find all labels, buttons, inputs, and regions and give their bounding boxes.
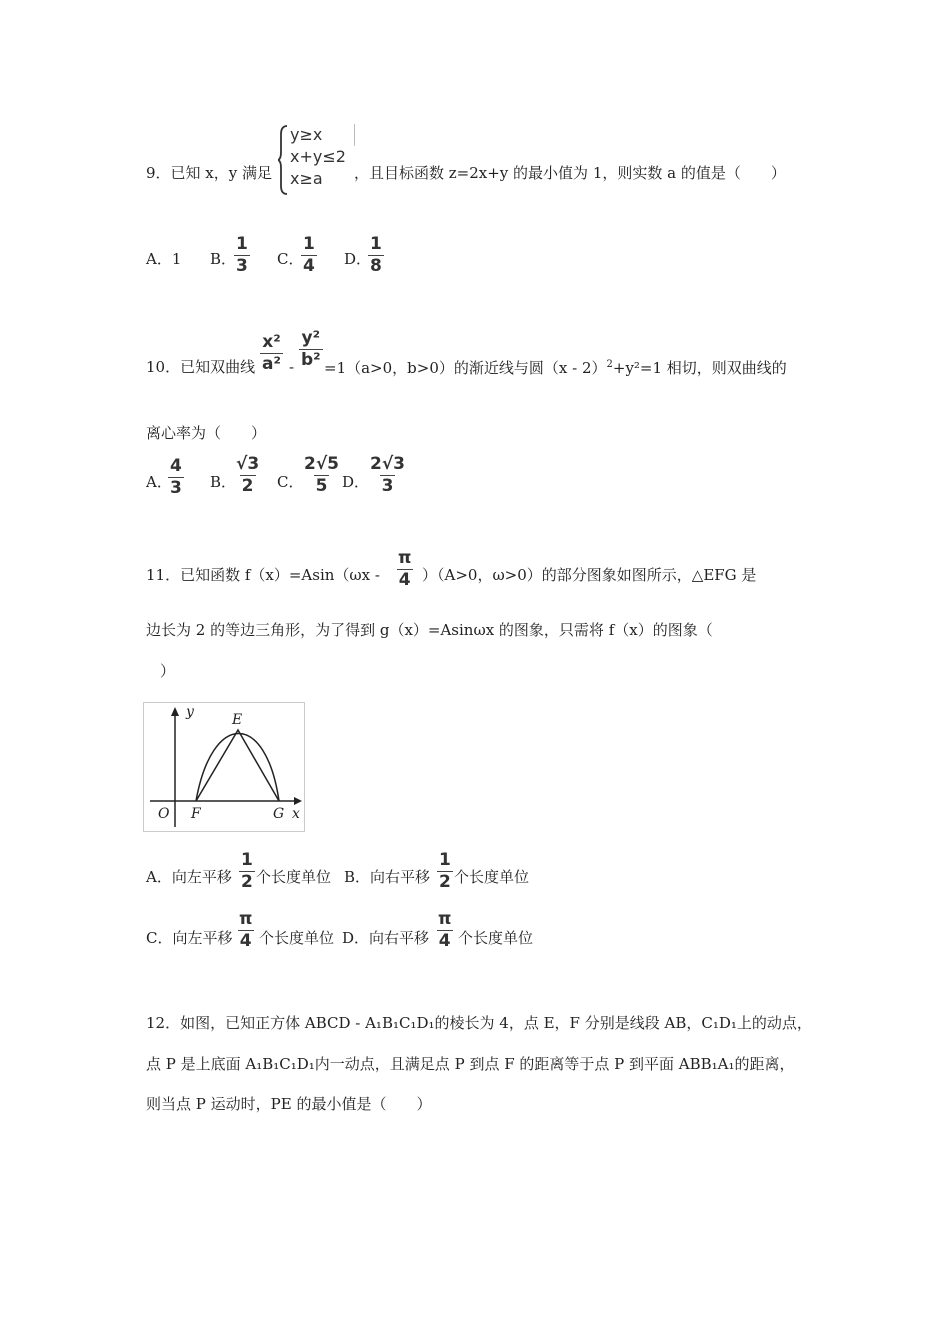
q9-option-c-fraction: $\frac{1}{4}$	[303, 234, 315, 276]
q12-line1: 12．如图，已知正方体 ABCD - A₁B₁C₁D₁的棱长为 4，点 E，F 分别是线段 AB，C₁D₁上的动点，	[146, 1014, 812, 1032]
q12-line2: 点 P 是上底面 A₁B₁C₁D₁内一动点，且满足点 P 到点 F 的距离等于点 P 到平面 ABB₁A₁的距离，	[146, 1055, 795, 1073]
q10-option-d-label: D．	[342, 473, 370, 491]
origin-label: O	[158, 806, 170, 822]
q11-prefix: 11．已知函数 f（x）=Asin（ωx -	[146, 566, 380, 584]
q11-option-b-tail: 个长度单位	[454, 868, 530, 886]
sine-curve	[196, 734, 279, 802]
q9-option-d-fraction: $\frac{1}{8}$	[370, 234, 382, 276]
q11-line3: ）	[160, 662, 176, 680]
x-axis-label: x	[292, 806, 300, 822]
q10-option-c-label: C．	[277, 473, 304, 491]
q10-option-c-fraction: $\frac{2√5}{5}$	[304, 454, 339, 496]
q9-constraint-2: x+y≤2	[290, 147, 346, 166]
q9-option-b-label: B．	[210, 250, 237, 268]
q10-prefix: 10．已知双曲线	[146, 358, 256, 376]
q11-option-a-label: A．向左平移	[146, 868, 232, 886]
q10-fraction-x: $\frac{\text{x²}}{\text{a²}}$	[262, 332, 281, 374]
point-e-label: E	[232, 712, 243, 728]
q10-minus: -	[289, 358, 295, 376]
q9-constraint-system	[278, 124, 355, 188]
q11-option-b-label: B．向右平移	[344, 868, 431, 886]
y-axis-arrow-icon	[171, 707, 179, 716]
q9-constraint-1: y≥x	[290, 125, 323, 144]
x-axis-arrow-icon	[294, 797, 302, 805]
q10-option-d-fraction: $\frac{2√3}{3}$	[370, 454, 405, 496]
q11-option-b-fraction: $\frac{1}{2}$	[439, 850, 451, 892]
q12-line3: 则当点 P 运动时，PE 的最小值是（ ）	[146, 1095, 432, 1113]
q10-line2: 离心率为（ ）	[146, 424, 267, 442]
q11-option-c-label: C．向左平移	[146, 929, 233, 947]
q11-option-c-tail: 个长度单位	[259, 929, 335, 947]
q10-option-b-label: B．	[210, 473, 237, 491]
q10-fraction-y: $\frac{\text{y²}}{\text{b²}}$	[301, 328, 321, 370]
q11-option-d-label: D．向右平移	[342, 929, 430, 947]
q11-option-c-fraction: $\frac{\pi}{4}$	[239, 909, 253, 951]
q9-option-c-label: C．	[277, 250, 304, 268]
q10-option-a-label: A．	[146, 473, 172, 491]
q10-option-a-fraction: $\frac{4}{3}$	[170, 456, 182, 498]
q11-option-a-fraction: $\frac{1}{2}$	[241, 850, 253, 892]
triangle-efg	[196, 730, 279, 801]
q9-option-d-label: D．	[344, 250, 372, 268]
q9-option-a: A．1	[146, 250, 182, 268]
q9-suffix: ，且目标函数 z=2x+y 的最小值为 1，则实数 a 的值是（ ）	[354, 164, 786, 182]
y-axis-label: y	[186, 704, 194, 720]
q11-option-d-fraction: $\frac{\pi}{4}$	[438, 909, 452, 951]
q9-option-b-fraction: $\frac{1}{3}$	[236, 234, 248, 276]
q11-fraction-pi-4: $\frac{\pi}{4}$	[398, 548, 412, 590]
q11-option-a-tail: 个长度单位	[256, 868, 332, 886]
q11-line2: 边长为 2 的等边三角形，为了得到 g（x）=Asinωx 的图象，只需将 f（x）的图象（	[146, 621, 713, 639]
point-g-label: G	[273, 806, 285, 822]
point-f-label: F	[191, 806, 201, 822]
q11-option-d-tail: 个长度单位	[458, 929, 534, 947]
q10-option-b-fraction: $\frac{√3}{2}$	[236, 454, 260, 496]
q9-prefix: 9．已知 x，y 满足	[146, 164, 273, 182]
q11-suffix: ）（A>0，ω>0）的部分图象如图所示，△EFG 是	[422, 566, 757, 584]
q10-suffix: =1（a>0，b>0）的渐近线与圆（x - 2）$^2$+y²=1 相切，则双曲线的	[324, 359, 787, 377]
q11-graph-figure	[143, 702, 305, 832]
left-brace-icon	[278, 124, 288, 196]
q9-constraint-3: x≥a	[290, 169, 323, 188]
